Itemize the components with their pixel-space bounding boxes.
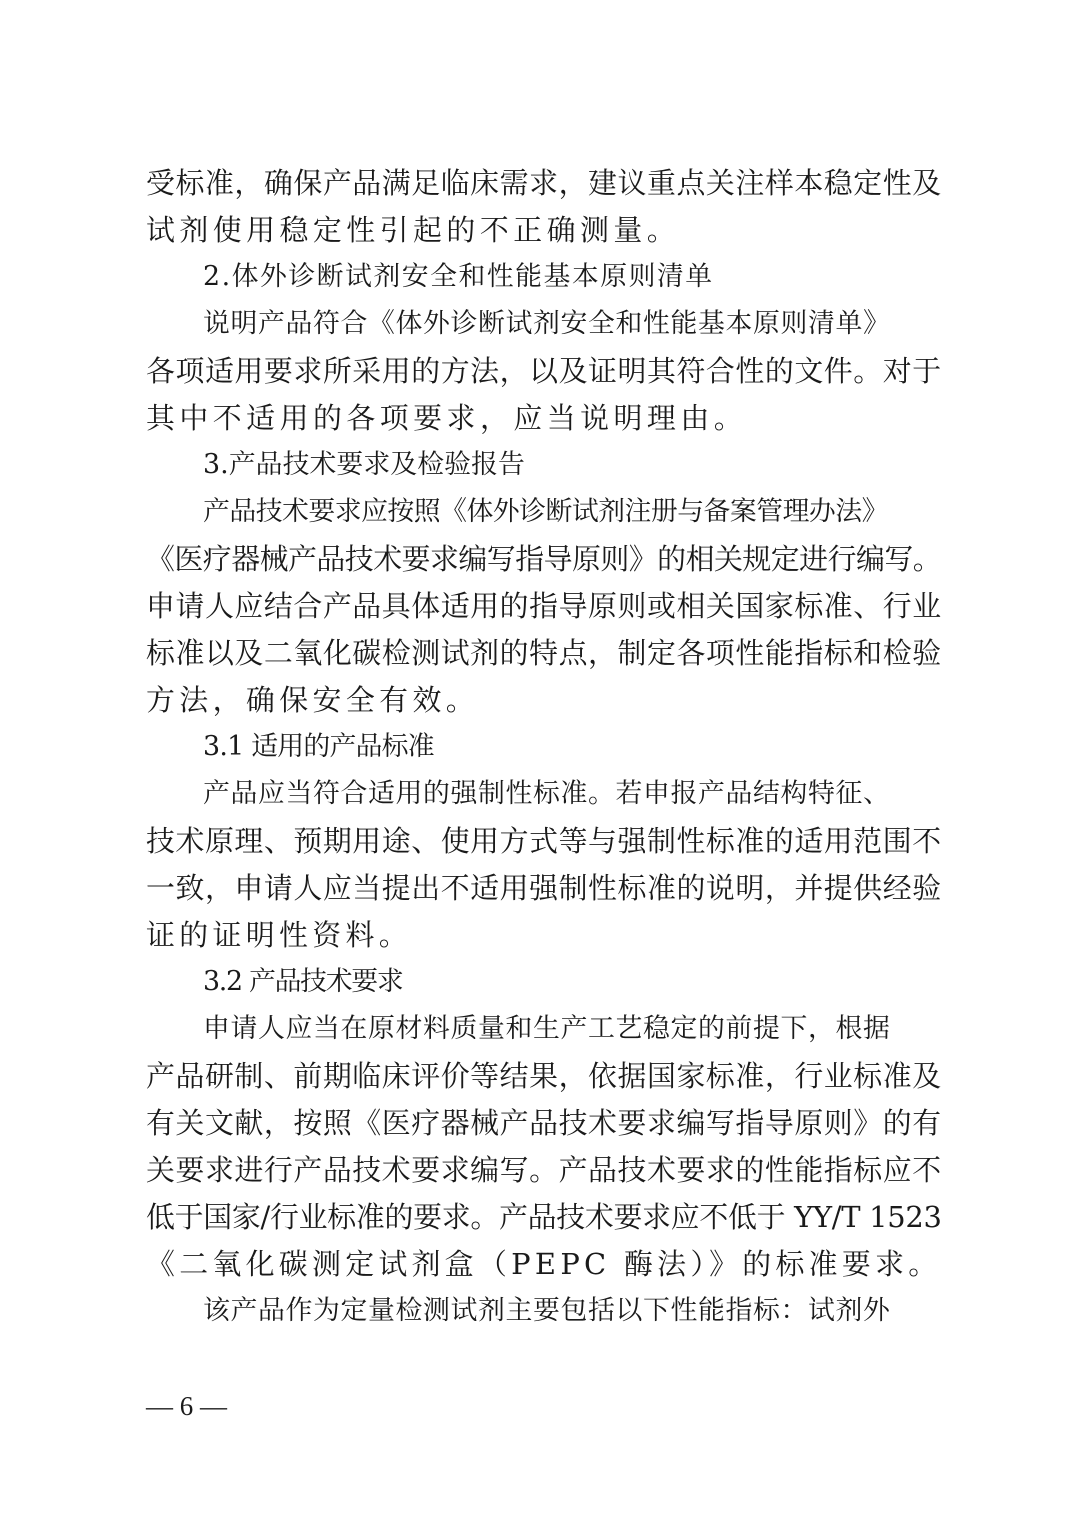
body-text-line: 一致，申请人应当提出不适用强制性标准的说明，并提供经验 [146,871,942,905]
section-heading: 3.产品技术要求及检验报告 [203,449,525,480]
body-text-line: 方法，确保安全有效。 [146,683,480,717]
section-heading: 3.2 产品技术要求 [203,966,403,997]
body-text-line: 该产品作为定量检测试剂主要包括以下性能指标：试剂外 [203,1295,891,1326]
body-text-line: 《二氧化碳测定试剂盒（PEPC 酶法）》的标准要求。 [146,1247,942,1281]
body-text-line: 证的证明性资料。 [146,918,413,952]
body-text-line: 各项适用要求所采用的方法，以及证明其符合性的文件。对于 [146,354,942,388]
body-text-line: 产品研制、前期临床评价等结果，依据国家标准，行业标准及 [146,1059,942,1093]
section-heading: 3.1 适用的产品标准 [203,731,434,762]
body-text-line: 《医疗器械产品技术要求编写指导原则》的相关规定进行编写。 [146,542,942,576]
body-text-line: 低于国家/行业标准的要求。产品技术要求应不低于 YY/T 1523 [146,1200,942,1234]
body-text-line: 受标准，确保产品满足临床需求，建议重点关注样本稳定性及 [146,166,942,200]
body-text-line: 产品技术要求应按照《体外诊断试剂注册与备案管理办法》 [203,496,888,527]
body-text-line: 产品应当符合适用的强制性标准。若申报产品结构特征、 [203,778,891,809]
body-text-line: 技术原理、预期用途、使用方式等与强制性标准的适用范围不 [146,824,942,858]
body-text-line: 标准以及二氧化碳检测试剂的特点，制定各项性能指标和检验 [146,636,942,670]
body-text-line: 试剂使用稳定性引起的不正确测量。 [146,213,681,247]
section-heading: 2.体外诊断试剂安全和性能基本原则清单 [203,261,714,292]
body-text-line: 有关文献，按照《医疗器械产品技术要求编写指导原则》的有 [146,1106,942,1140]
body-text-line: 说明产品符合《体外诊断试剂安全和性能基本原则清单》 [203,308,891,339]
body-text-line: 申请人应结合产品具体适用的指导原则或相关国家标准、行业 [146,589,942,623]
body-text-line: 其中不适用的各项要求，应当说明理由。 [146,401,748,435]
body-text-line: 申请人应当在原材料质量和生产工艺稳定的前提下，根据 [203,1013,891,1044]
body-text-line: 关要求进行产品技术要求编写。产品技术要求的性能指标应不 [146,1153,942,1187]
page-number: — 6 — [146,1391,227,1421]
